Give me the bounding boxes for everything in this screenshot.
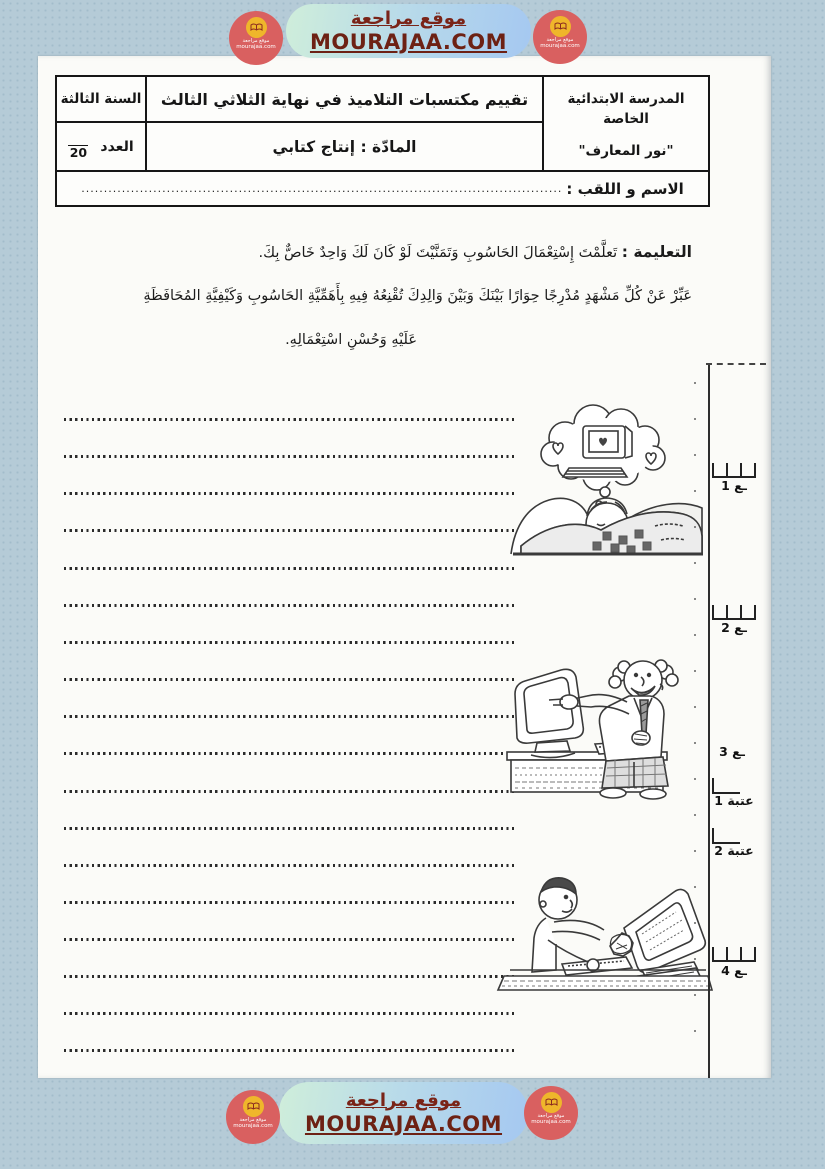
illustration-child-dreaming xyxy=(505,396,705,558)
criterion-label-4: ـع 4 xyxy=(721,963,747,978)
instructions-text-1: تَعلَّمْتَ إِسْتِعْمَالَ الحَاسُوبِ وَتَمَنَّيْتَ لَوْ كَانَ لَكَ وَاحِدٌ خَاصٌّ بِكَ. xyxy=(258,245,618,261)
badge-text-domain: mourajaa.com xyxy=(233,1123,273,1129)
writing-line xyxy=(64,641,516,644)
site-logo-badge[interactable] xyxy=(524,1086,578,1140)
exam-header-table xyxy=(55,75,710,207)
margin-tick-dots xyxy=(694,382,696,1062)
margin-top-dashes xyxy=(706,363,766,365)
writing-line xyxy=(64,1049,516,1052)
badge-text-arabic: موقع مراجعة xyxy=(242,38,270,44)
threshold-label-2: عتبة 2 xyxy=(714,843,754,858)
grade-level: السنة الثالثة xyxy=(57,77,145,123)
badge-circle xyxy=(243,1096,264,1117)
school-name-cell xyxy=(542,77,708,170)
writing-line xyxy=(64,827,516,830)
score-fraction xyxy=(68,135,88,159)
assessment-title: تقييم مكتسبات التلاميذ في نهاية الثلاثي الثالث xyxy=(145,77,542,123)
site-domain: MOURAJAA.COM xyxy=(309,29,508,54)
writing-line xyxy=(64,975,516,978)
score-blank xyxy=(68,135,88,146)
writing-line xyxy=(64,492,516,495)
writing-line xyxy=(64,901,516,904)
writing-line xyxy=(64,938,516,941)
score-max: 20 xyxy=(69,144,88,160)
instructions-line-2: عَبِّرْ عَنْ كُلِّ مَشْهَدٍ مُدْرِجًا حِوَارًا بَيْنَكَ وَبَيْنَ وَالِدِكَ تُقْنِعُهُ فِيهِ بِأَهَمِّيَّةِ الحَاسُوبِ وَكَيْفِيَّةِ المُحَافَظَةِ xyxy=(143,288,692,304)
site-logo-badge[interactable] xyxy=(533,10,587,64)
score-bracket-mark xyxy=(712,778,740,794)
score-cell xyxy=(57,123,145,170)
score-label: العدد xyxy=(100,138,134,155)
writing-line xyxy=(64,418,516,421)
writing-line xyxy=(64,715,516,718)
school-name: المدرسة الابتدائية الخاصة xyxy=(567,90,685,127)
badge-circle xyxy=(541,1092,562,1113)
illustration-father-pointing xyxy=(503,644,710,802)
writing-line xyxy=(64,455,516,458)
student-name-row xyxy=(57,170,708,205)
badge-text-domain: mourajaa.com xyxy=(236,44,276,50)
badge-text-arabic: موقع مراجعة xyxy=(537,1113,565,1119)
writing-line xyxy=(64,604,516,607)
book-icon xyxy=(247,1102,260,1111)
margin-rule-line xyxy=(708,364,710,1078)
score-comb-mark xyxy=(712,944,756,962)
badge-text-domain: mourajaa.com xyxy=(531,1119,571,1125)
site-logo-badge[interactable] xyxy=(229,11,283,65)
name-label: الاسم و اللقب : xyxy=(566,179,684,198)
score-bracket-mark xyxy=(712,828,740,844)
instructions-line-3: عَلَيْهِ وَحُسْنِ اسْتِعْمَالِهِ. xyxy=(285,332,417,348)
badge-circle xyxy=(246,17,267,38)
computer-icon xyxy=(562,889,705,975)
score-comb-mark xyxy=(712,602,756,620)
writing-line xyxy=(64,529,516,532)
site-banner-top[interactable] xyxy=(286,4,531,58)
book-icon xyxy=(545,1098,558,1107)
school-subname: "نور المعارف" xyxy=(578,142,674,159)
criterion-label-3: ـع 3 xyxy=(719,744,745,759)
instructions-line-1 xyxy=(55,241,692,264)
badge-circle xyxy=(550,16,571,37)
book-icon xyxy=(250,23,263,32)
writing-line xyxy=(64,864,516,867)
site-name-arabic: موقع مراجعة xyxy=(350,7,467,29)
instructions-label: التعليمة : xyxy=(621,243,692,261)
writing-line xyxy=(64,790,516,793)
writing-line xyxy=(64,678,516,681)
subject-line: المادّة : إنتاج كتابي xyxy=(145,123,542,170)
illustration-boy-computer xyxy=(496,864,714,1006)
threshold-label-1: عتبة 1 xyxy=(714,793,754,808)
badge-text-domain: mourajaa.com xyxy=(540,43,580,49)
site-banner-bottom[interactable] xyxy=(279,1082,528,1144)
criterion-label-1: ـع 1 xyxy=(721,478,747,493)
score-comb-mark xyxy=(712,460,756,478)
site-domain: MOURAJAA.COM xyxy=(304,1111,503,1136)
writing-line xyxy=(64,752,516,755)
site-name-arabic: موقع مراجعة xyxy=(345,1089,462,1111)
badge-text-arabic: موقع مراجعة xyxy=(239,1117,267,1123)
writing-line xyxy=(64,567,516,570)
site-logo-badge[interactable] xyxy=(226,1090,280,1144)
badge-text-arabic: موقع مراجعة xyxy=(546,37,574,43)
name-fill-line: ........................................................................................................... xyxy=(81,182,563,195)
writing-line xyxy=(64,1012,516,1015)
book-icon xyxy=(554,22,567,31)
criterion-label-2: ـع 2 xyxy=(721,620,747,635)
